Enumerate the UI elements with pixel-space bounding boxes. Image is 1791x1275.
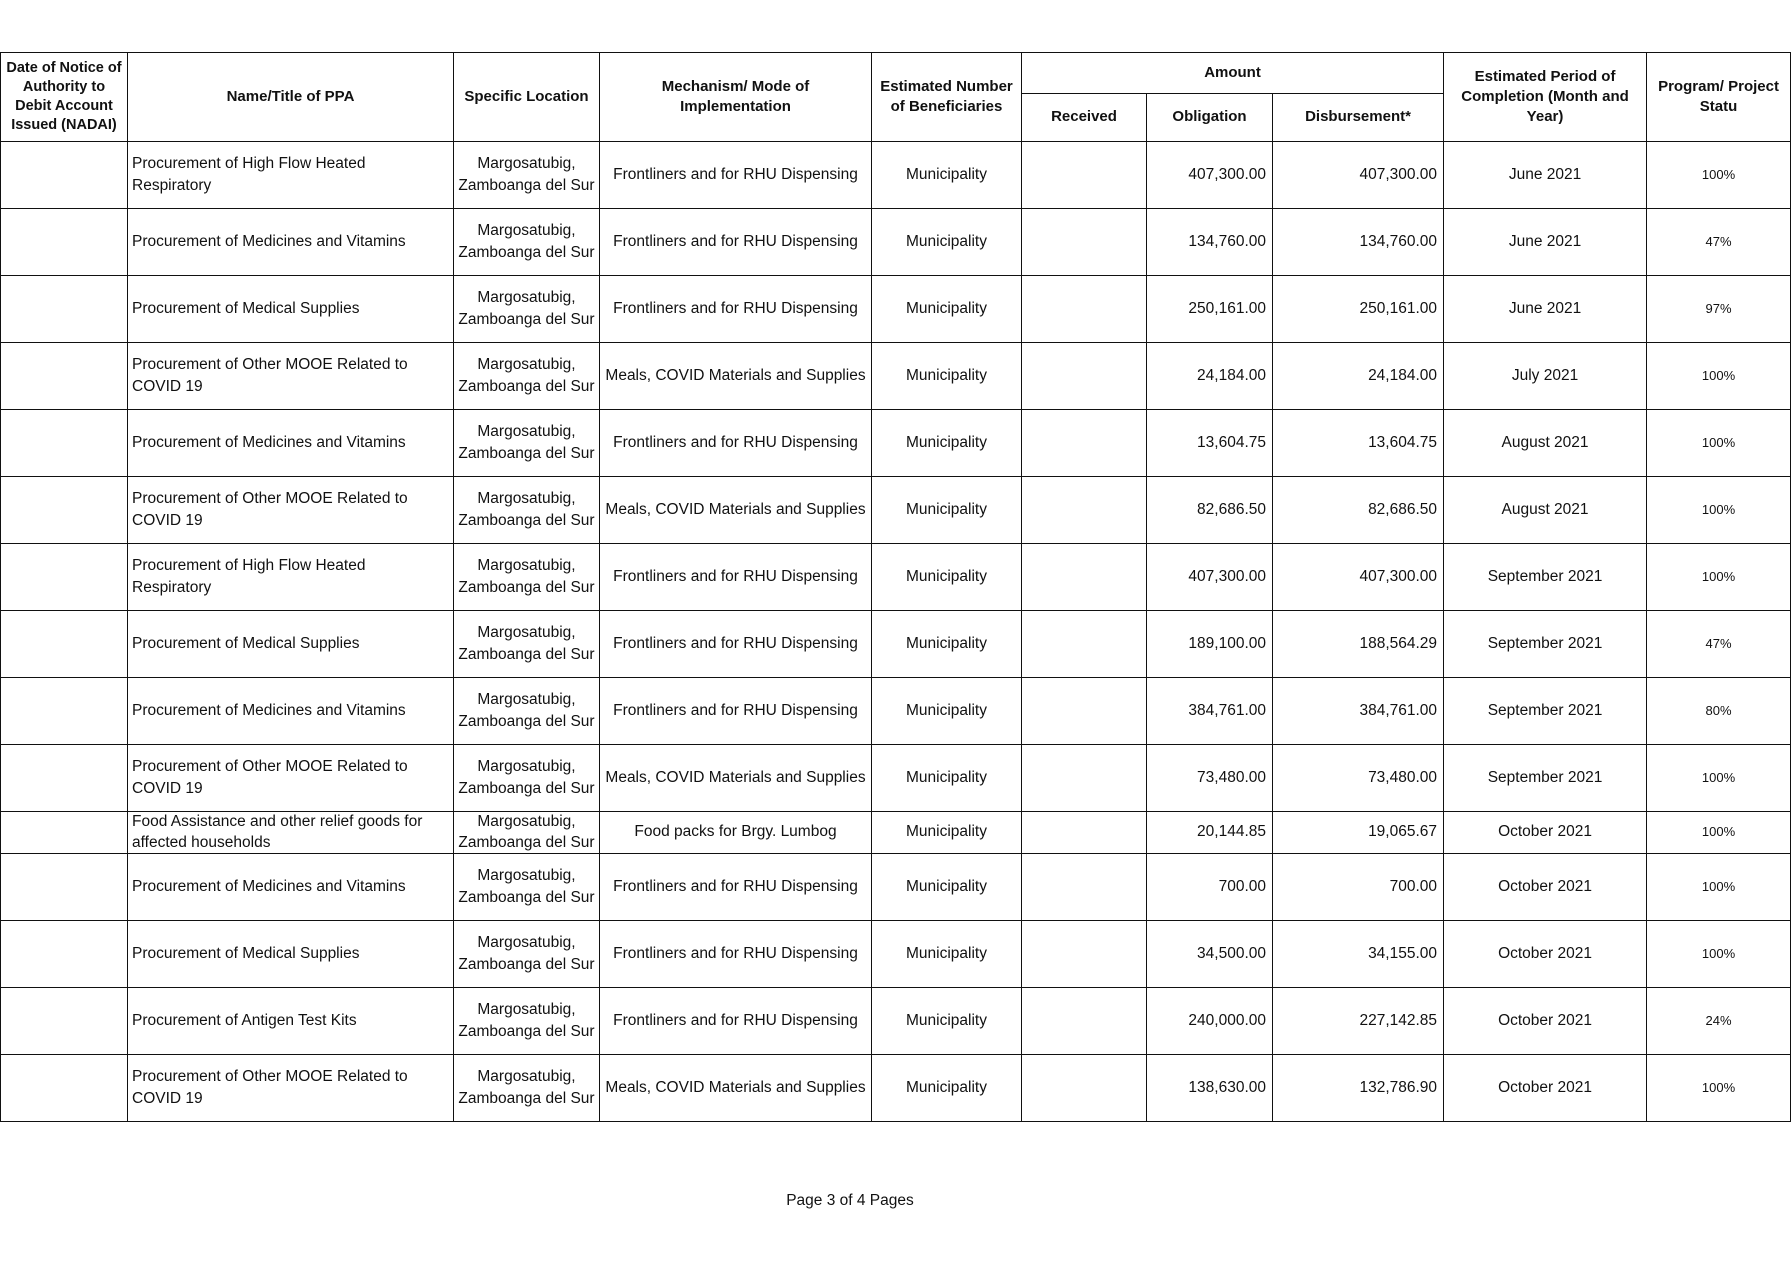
cell-status: 47%: [1647, 611, 1791, 678]
cell-location: Margosatubig, Zamboanga del Sur: [454, 611, 600, 678]
cell-status: 100%: [1647, 544, 1791, 611]
cell-status: 100%: [1647, 812, 1791, 854]
cell-beneficiaries: Municipality: [872, 812, 1022, 854]
cell-status: 24%: [1647, 988, 1791, 1055]
header-obligation: Obligation: [1147, 94, 1273, 142]
cell-period: October 2021: [1444, 988, 1647, 1055]
cell-location: Margosatubig, Zamboanga del Sur: [454, 745, 600, 812]
cell-obligation: 134,760.00: [1147, 209, 1273, 276]
header-period: Estimated Period of Completion (Month and Year): [1444, 53, 1647, 142]
table-row: [1, 276, 1791, 343]
cell-obligation: 250,161.00: [1147, 276, 1273, 343]
cell-disbursement: 82,686.50: [1273, 477, 1444, 544]
header-disbursement: Disbursement*: [1273, 94, 1444, 142]
cell-obligation: 240,000.00: [1147, 988, 1273, 1055]
cell-received: [1022, 142, 1147, 209]
cell-disbursement: 24,184.00: [1273, 343, 1444, 410]
cell-name: Procurement of Medicines and Vitamins: [128, 678, 454, 745]
cell-received: [1022, 410, 1147, 477]
cell-obligation: 407,300.00: [1147, 142, 1273, 209]
cell-nadai: [1, 988, 128, 1055]
cell-name: Procurement of Medicines and Vitamins: [128, 209, 454, 276]
cell-location: Margosatubig, Zamboanga del Sur: [454, 544, 600, 611]
cell-received: [1022, 854, 1147, 921]
cell-obligation: 34,500.00: [1147, 921, 1273, 988]
cell-received: [1022, 678, 1147, 745]
cell-location: Margosatubig, Zamboanga del Sur: [454, 678, 600, 745]
cell-status: 80%: [1647, 678, 1791, 745]
cell-received: [1022, 812, 1147, 854]
cell-location: Margosatubig, Zamboanga del Sur: [454, 477, 600, 544]
table-row: [1, 142, 1791, 209]
cell-nadai: [1, 921, 128, 988]
cell-received: [1022, 611, 1147, 678]
cell-disbursement: 384,761.00: [1273, 678, 1444, 745]
cell-name: Procurement of Other MOOE Related to COVID 19: [128, 1055, 454, 1122]
table-row: [1, 410, 1791, 477]
header-location: Specific Location: [454, 53, 600, 142]
cell-period: October 2021: [1444, 1055, 1647, 1122]
table-row: [1, 854, 1791, 921]
cell-nadai: [1, 544, 128, 611]
cell-status: 97%: [1647, 276, 1791, 343]
cell-mechanism: Frontliners and for RHU Dispensing: [600, 544, 872, 611]
cell-period: June 2021: [1444, 276, 1647, 343]
table-row: [1, 1055, 1791, 1122]
cell-obligation: 700.00: [1147, 854, 1273, 921]
cell-received: [1022, 988, 1147, 1055]
cell-disbursement: 132,786.90: [1273, 1055, 1444, 1122]
table-row: [1, 343, 1791, 410]
cell-nadai: [1, 745, 128, 812]
cell-obligation: 82,686.50: [1147, 477, 1273, 544]
cell-beneficiaries: Municipality: [872, 854, 1022, 921]
cell-period: August 2021: [1444, 410, 1647, 477]
page-number: Page 3 of 4 Pages: [786, 1192, 914, 1209]
cell-received: [1022, 921, 1147, 988]
header-beneficiaries: Estimated Number of Beneficiaries: [872, 53, 1022, 142]
cell-obligation: 407,300.00: [1147, 544, 1273, 611]
cell-obligation: 189,100.00: [1147, 611, 1273, 678]
cell-period: September 2021: [1444, 745, 1647, 812]
cell-nadai: [1, 343, 128, 410]
cell-disbursement: 227,142.85: [1273, 988, 1444, 1055]
cell-disbursement: 407,300.00: [1273, 544, 1444, 611]
header-mechanism: Mechanism/ Mode of Implementation: [600, 53, 872, 142]
cell-status: 100%: [1647, 745, 1791, 812]
cell-location: Margosatubig, Zamboanga del Sur: [454, 854, 600, 921]
cell-period: June 2021: [1444, 209, 1647, 276]
cell-obligation: 138,630.00: [1147, 1055, 1273, 1122]
header-amount: Amount: [1022, 53, 1444, 94]
cell-nadai: [1, 477, 128, 544]
cell-beneficiaries: Municipality: [872, 142, 1022, 209]
cell-name: Procurement of Medical Supplies: [128, 921, 454, 988]
cell-name: Procurement of Other MOOE Related to COVID 19: [128, 745, 454, 812]
cell-nadai: [1, 611, 128, 678]
cell-received: [1022, 544, 1147, 611]
cell-disbursement: 73,480.00: [1273, 745, 1444, 812]
cell-beneficiaries: Municipality: [872, 276, 1022, 343]
cell-name: Procurement of Medicines and Vitamins: [128, 854, 454, 921]
cell-disbursement: 700.00: [1273, 854, 1444, 921]
cell-disbursement: 19,065.67: [1273, 812, 1444, 854]
table-row: [1, 988, 1791, 1055]
cell-nadai: [1, 276, 128, 343]
cell-location: Margosatubig, Zamboanga del Sur: [454, 410, 600, 477]
cell-location: Margosatubig, Zamboanga del Sur: [454, 209, 600, 276]
cell-mechanism: Frontliners and for RHU Dispensing: [600, 854, 872, 921]
cell-mechanism: Frontliners and for RHU Dispensing: [600, 142, 872, 209]
cell-beneficiaries: Municipality: [872, 745, 1022, 812]
cell-obligation: 24,184.00: [1147, 343, 1273, 410]
cell-name: Procurement of Medical Supplies: [128, 611, 454, 678]
cell-period: June 2021: [1444, 142, 1647, 209]
cell-nadai: [1, 142, 128, 209]
cell-obligation: 13,604.75: [1147, 410, 1273, 477]
cell-received: [1022, 209, 1147, 276]
cell-name: Procurement of Other MOOE Related to COVID 19: [128, 343, 454, 410]
cell-mechanism: Frontliners and for RHU Dispensing: [600, 988, 872, 1055]
cell-name: Procurement of High Flow Heated Respiratory: [128, 142, 454, 209]
cell-status: 100%: [1647, 477, 1791, 544]
cell-period: September 2021: [1444, 544, 1647, 611]
cell-obligation: 73,480.00: [1147, 745, 1273, 812]
cell-status: 100%: [1647, 921, 1791, 988]
cell-beneficiaries: Municipality: [872, 921, 1022, 988]
cell-obligation: 20,144.85: [1147, 812, 1273, 854]
cell-received: [1022, 343, 1147, 410]
cell-mechanism: Frontliners and for RHU Dispensing: [600, 276, 872, 343]
cell-mechanism: Food packs for Brgy. Lumbog: [600, 812, 872, 854]
cell-received: [1022, 276, 1147, 343]
table-row: [1, 812, 1791, 854]
cell-name: Procurement of Medical Supplies: [128, 276, 454, 343]
ppa-table: [0, 52, 1791, 1122]
cell-location: Margosatubig, Zamboanga del Sur: [454, 343, 600, 410]
cell-mechanism: Meals, COVID Materials and Supplies: [600, 1055, 872, 1122]
cell-location: Margosatubig, Zamboanga del Sur: [454, 276, 600, 343]
table-body: [1, 142, 1791, 1122]
cell-period: October 2021: [1444, 921, 1647, 988]
cell-obligation: 384,761.00: [1147, 678, 1273, 745]
cell-location: Margosatubig, Zamboanga del Sur: [454, 142, 600, 209]
cell-status: 100%: [1647, 410, 1791, 477]
cell-disbursement: 407,300.00: [1273, 142, 1444, 209]
cell-beneficiaries: Municipality: [872, 544, 1022, 611]
table-header: [1, 53, 1791, 142]
cell-disbursement: 250,161.00: [1273, 276, 1444, 343]
cell-period: September 2021: [1444, 611, 1647, 678]
cell-disbursement: 134,760.00: [1273, 209, 1444, 276]
cell-location: Margosatubig, Zamboanga del Sur: [454, 812, 600, 854]
cell-name: Procurement of Other MOOE Related to COVID 19: [128, 477, 454, 544]
cell-location: Margosatubig, Zamboanga del Sur: [454, 921, 600, 988]
table-row: [1, 209, 1791, 276]
cell-status: 100%: [1647, 854, 1791, 921]
header-received: Received: [1022, 94, 1147, 142]
cell-mechanism: Frontliners and for RHU Dispensing: [600, 410, 872, 477]
cell-name: Procurement of Antigen Test Kits: [128, 988, 454, 1055]
cell-period: October 2021: [1444, 812, 1647, 854]
cell-received: [1022, 477, 1147, 544]
cell-nadai: [1, 812, 128, 854]
cell-status: 100%: [1647, 343, 1791, 410]
cell-nadai: [1, 1055, 128, 1122]
table-row: [1, 477, 1791, 544]
cell-location: Margosatubig, Zamboanga del Sur: [454, 1055, 600, 1122]
cell-period: August 2021: [1444, 477, 1647, 544]
cell-nadai: [1, 854, 128, 921]
cell-disbursement: 34,155.00: [1273, 921, 1444, 988]
cell-mechanism: Meals, COVID Materials and Supplies: [600, 477, 872, 544]
cell-received: [1022, 745, 1147, 812]
cell-name: Procurement of High Flow Heated Respiratory: [128, 544, 454, 611]
cell-period: September 2021: [1444, 678, 1647, 745]
cell-beneficiaries: Municipality: [872, 410, 1022, 477]
cell-period: July 2021: [1444, 343, 1647, 410]
cell-beneficiaries: Municipality: [872, 678, 1022, 745]
cell-beneficiaries: Municipality: [872, 343, 1022, 410]
cell-disbursement: 13,604.75: [1273, 410, 1444, 477]
cell-beneficiaries: Municipality: [872, 988, 1022, 1055]
cell-nadai: [1, 209, 128, 276]
table-row: [1, 921, 1791, 988]
cell-status: 47%: [1647, 209, 1791, 276]
cell-status: 100%: [1647, 142, 1791, 209]
cell-beneficiaries: Municipality: [872, 611, 1022, 678]
cell-mechanism: Frontliners and for RHU Dispensing: [600, 209, 872, 276]
cell-mechanism: Frontliners and for RHU Dispensing: [600, 611, 872, 678]
cell-period: October 2021: [1444, 854, 1647, 921]
cell-disbursement: 188,564.29: [1273, 611, 1444, 678]
table-row: [1, 611, 1791, 678]
cell-name: Food Assistance and other relief goods for affected households: [128, 812, 454, 854]
table-row: [1, 544, 1791, 611]
cell-mechanism: Frontliners and for RHU Dispensing: [600, 921, 872, 988]
cell-mechanism: Frontliners and for RHU Dispensing: [600, 678, 872, 745]
cell-name: Procurement of Medicines and Vitamins: [128, 410, 454, 477]
cell-received: [1022, 1055, 1147, 1122]
ppa-table-container: [0, 52, 1779, 1122]
cell-status: 100%: [1647, 1055, 1791, 1122]
cell-nadai: [1, 678, 128, 745]
header-name: Name/Title of PPA: [128, 53, 454, 142]
table-row: [1, 678, 1791, 745]
cell-beneficiaries: Municipality: [872, 477, 1022, 544]
cell-location: Margosatubig, Zamboanga del Sur: [454, 988, 600, 1055]
cell-beneficiaries: Municipality: [872, 209, 1022, 276]
header-status: Program/ Project Statu: [1647, 53, 1791, 142]
cell-mechanism: Meals, COVID Materials and Supplies: [600, 745, 872, 812]
header-nadai: Date of Notice of Authority to Debit Account Issued (NADAI): [1, 53, 128, 142]
cell-nadai: [1, 410, 128, 477]
cell-beneficiaries: Municipality: [872, 1055, 1022, 1122]
cell-mechanism: Meals, COVID Materials and Supplies: [600, 343, 872, 410]
table-row: [1, 745, 1791, 812]
